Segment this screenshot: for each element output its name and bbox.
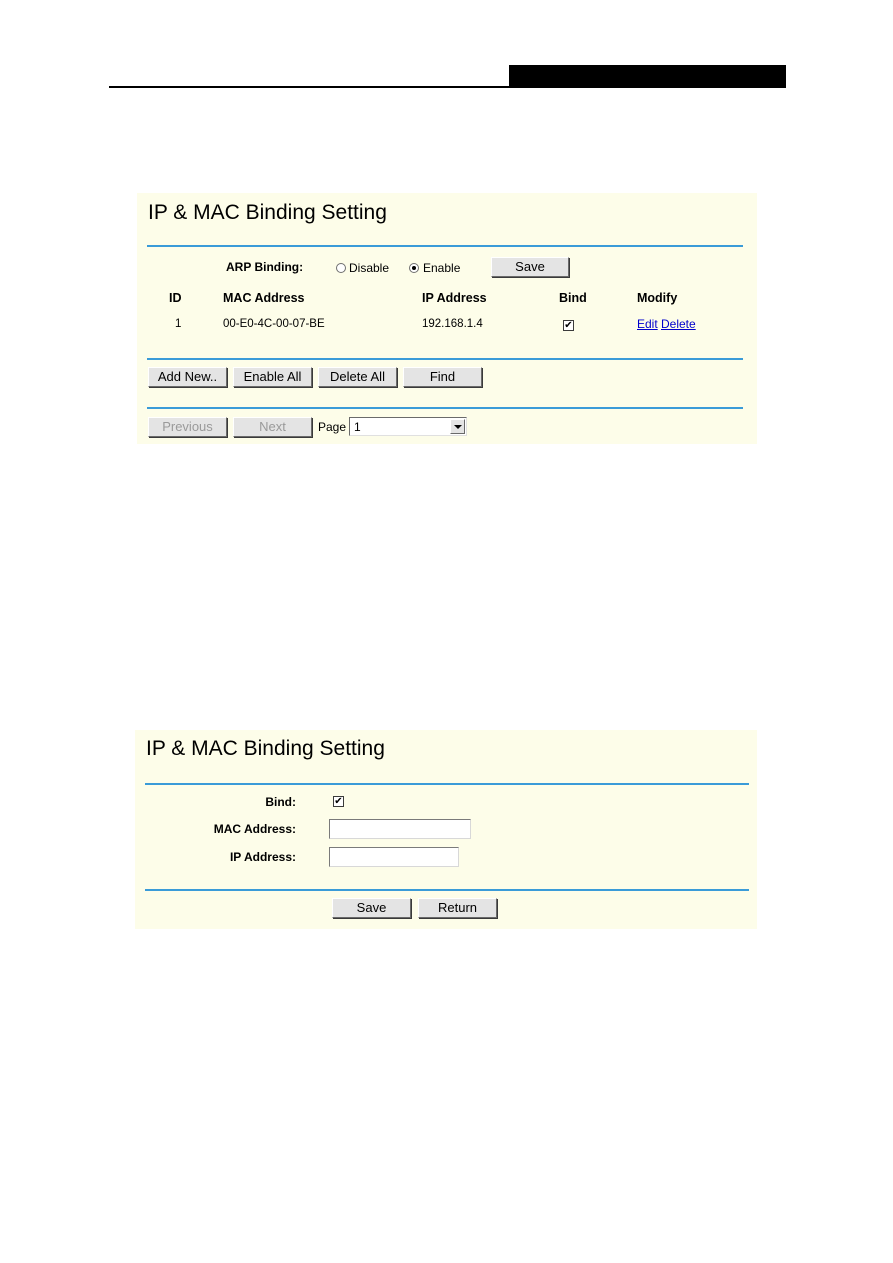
binding-edit-panel xyxy=(135,730,757,929)
column-header-modify: Modify xyxy=(637,291,678,305)
save-button[interactable]: Save xyxy=(332,898,411,918)
mac-address-label: MAC Address: xyxy=(213,822,296,836)
mac-address-input[interactable] xyxy=(329,819,471,839)
column-header-mac: MAC Address xyxy=(223,291,305,305)
page-title: IP & MAC Binding Setting xyxy=(146,737,385,760)
arp-binding-label: ARP Binding: xyxy=(226,260,304,274)
arp-disable-radio[interactable] xyxy=(336,263,346,273)
row-ip: 192.168.1.4 xyxy=(422,318,483,330)
page-select-value: 1 xyxy=(354,420,361,434)
ip-address-input[interactable] xyxy=(329,847,459,867)
column-header-ip: IP Address xyxy=(422,291,487,305)
binding-list-panel xyxy=(137,193,757,444)
row-id: 1 xyxy=(175,318,182,330)
divider-top xyxy=(145,783,749,785)
bind-checkbox[interactable]: ✔ xyxy=(334,796,343,807)
delete-all-button[interactable]: Delete All xyxy=(318,367,397,387)
chevron-down-icon[interactable] xyxy=(450,419,465,434)
document-header-block xyxy=(509,65,786,88)
page-label: Page xyxy=(318,420,347,434)
bind-label: Bind: xyxy=(265,795,296,809)
row-edit-link[interactable]: Edit xyxy=(637,317,658,331)
column-header-id: ID xyxy=(169,291,182,305)
return-button[interactable]: Return xyxy=(418,898,497,918)
page-select[interactable] xyxy=(349,417,467,436)
row-bind-checkbox[interactable]: ✔ xyxy=(564,320,573,331)
arp-enable-radio[interactable] xyxy=(409,263,419,273)
divider-bottom xyxy=(147,407,743,409)
ip-address-label: IP Address: xyxy=(229,850,296,864)
row-delete-link[interactable]: Delete xyxy=(661,317,696,331)
find-button[interactable]: Find xyxy=(403,367,482,387)
next-button[interactable]: Next xyxy=(233,417,312,437)
divider-bottom xyxy=(145,889,749,891)
arp-enable-label: Enable xyxy=(423,261,461,275)
enable-all-button[interactable]: Enable All xyxy=(233,367,312,387)
arp-save-button[interactable]: Save xyxy=(491,257,569,277)
arp-disable-label: Disable xyxy=(349,261,390,275)
divider-top xyxy=(147,245,743,247)
previous-button[interactable]: Previous xyxy=(148,417,227,437)
row-mac: 00-E0-4C-00-07-BE xyxy=(223,318,325,330)
divider-middle xyxy=(147,358,743,360)
page-title: IP & MAC Binding Setting xyxy=(148,201,387,224)
column-header-bind: Bind xyxy=(559,291,587,305)
add-new-button[interactable]: Add New.. xyxy=(148,367,227,387)
